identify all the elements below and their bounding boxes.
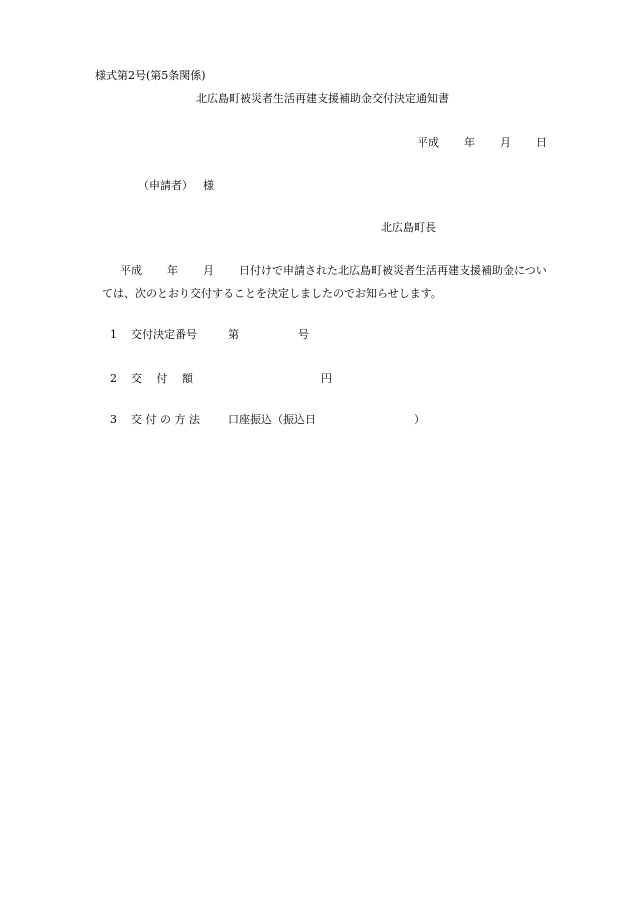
body-year-label: 年 — [167, 264, 178, 277]
body-line-1: 日付けで申請された北広島町被災者生活再建支援補助金につい — [239, 264, 547, 277]
item-label: 交付決定番号 — [131, 328, 197, 341]
item-number: 2 — [110, 372, 117, 385]
item-label: 交 付 額 — [131, 372, 193, 385]
issuer-name: 北広島町長 — [381, 221, 436, 234]
item-number: 1 — [110, 328, 117, 341]
date-month-label: 月 — [500, 136, 511, 149]
amount-yen-suffix: 円 — [321, 372, 332, 385]
item-number: 3 — [110, 413, 117, 426]
form-number: 様式第2号(第5条関係) — [95, 69, 206, 82]
applicant-honorific: 様 — [203, 179, 214, 192]
item-label: 交 付 の 方 法 — [131, 413, 200, 426]
payment-method-closing: ） — [414, 413, 425, 426]
body-month-label: 月 — [203, 264, 214, 277]
decision-number-prefix: 第 — [228, 328, 239, 341]
decision-number-suffix: 号 — [298, 328, 309, 341]
applicant-label: （申請者） — [138, 179, 193, 192]
body-line-2: ては、次のとおり交付することを決定しましたのでお知らせします。 — [102, 287, 442, 300]
date-day-label: 日 — [536, 136, 547, 149]
body-era: 平成 — [120, 264, 142, 277]
payment-method-value: 口座振込（振込日 — [228, 413, 316, 426]
date-year-label: 年 — [464, 136, 475, 149]
date-era: 平成 — [417, 136, 439, 149]
document-title: 北広島町被災者生活再建支援補助金交付決定通知書 — [196, 92, 449, 105]
